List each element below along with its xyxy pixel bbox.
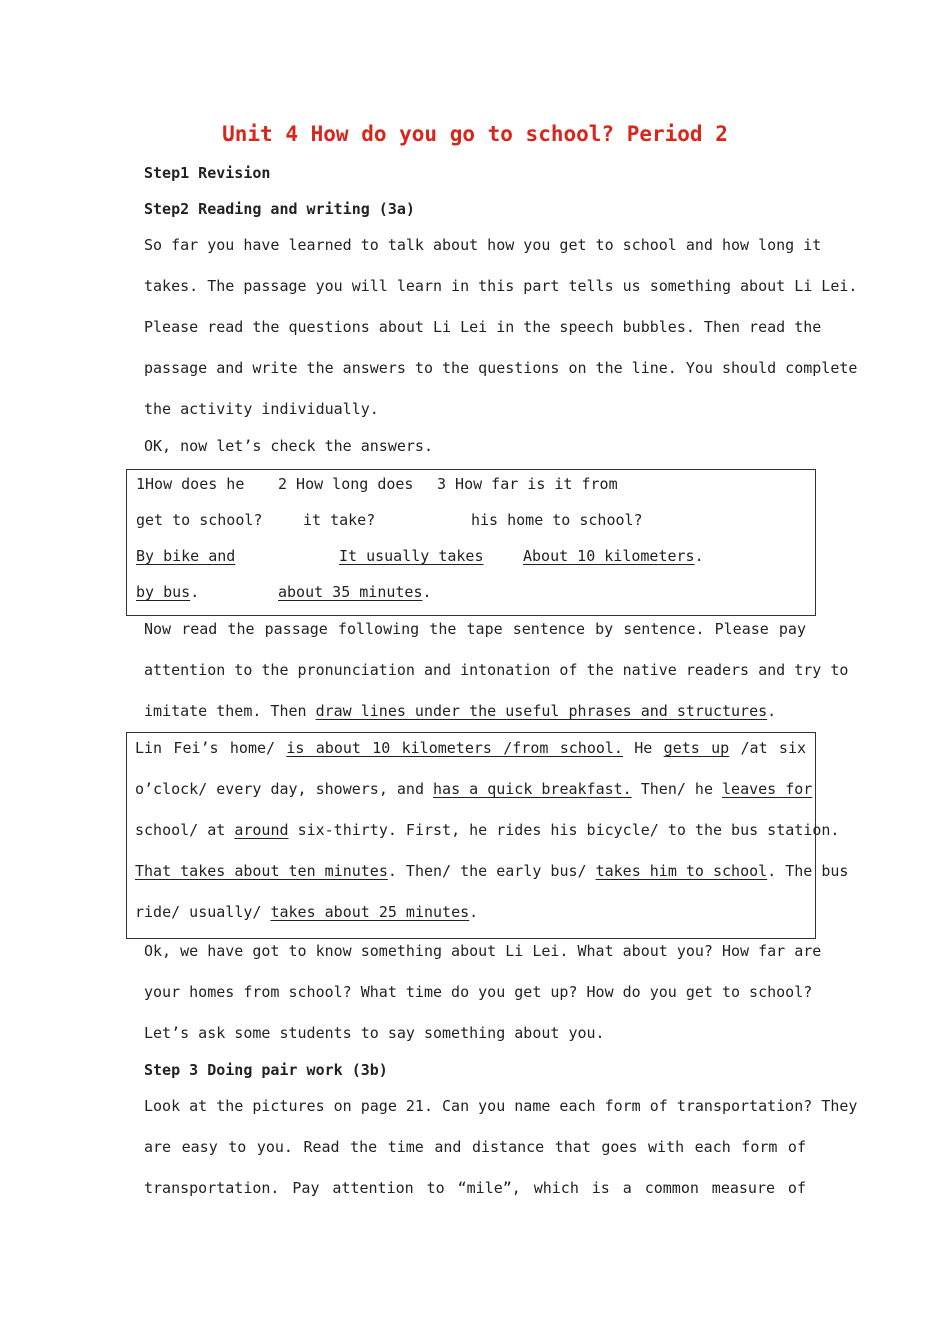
intro-line: the activity individually.: [144, 400, 379, 418]
answer-1-line-2: [136, 583, 199, 601]
answer-2-line-1: It usually takes: [339, 547, 484, 565]
step2-heading: Step2 Reading and writing (3a): [144, 200, 415, 218]
passage-text: [135, 728, 849, 933]
pictures-line: transportation. Pay attention to “mile”, which is a common measure of: [144, 1179, 806, 1197]
answer-3-text: About 10 kilometers: [523, 547, 695, 565]
passage-line: [135, 728, 806, 769]
passage-text: . The bus: [767, 862, 849, 880]
passage-text: . Then/ the early bus/: [387, 862, 587, 880]
passage-phrase: around: [234, 821, 289, 839]
intro-line: passage and write the answers to the questions on the line. You should complete: [144, 359, 858, 377]
intro-line: So far you have learned to talk about how you get to school and how long it: [144, 236, 822, 254]
about-you-paragraph: [144, 931, 822, 1054]
about-you-line: Ok, we have got to know something about Li Lei. What about you? How far are: [144, 942, 822, 960]
passage-line: [135, 892, 806, 933]
answer-2-text: about 35 minutes: [278, 583, 423, 601]
period: .: [694, 547, 704, 565]
answers-box: [126, 469, 816, 616]
follow-line: attention to the pronunciation and intonation of the native readers and try to: [144, 661, 849, 679]
question-1-line-1: 1How does he: [136, 475, 245, 493]
intro-line: takes. The passage you will learn in this part tells us something about Li Lei.: [144, 277, 858, 295]
about-you-line: Let’s ask some students to say something about you.: [144, 1024, 605, 1042]
pictures-paragraph: [144, 1086, 858, 1209]
passage-phrase: gets up: [663, 739, 730, 757]
answer-3: [523, 547, 704, 565]
question-1-line-2: get to school?: [136, 511, 263, 529]
passage-text: Then/ he: [640, 780, 713, 798]
follow-underlined: draw lines under the useful phrases and structures: [315, 702, 768, 720]
question-3-line-2: his home to school?: [471, 511, 643, 529]
period: .: [422, 583, 432, 601]
follow-text: imitate them. Then: [144, 702, 316, 720]
pictures-line: Look at the pictures on page 21. Can you name each form of transportation? They: [144, 1097, 858, 1115]
passage-text: o’clock/ every day, showers, and: [135, 780, 424, 798]
question-2-line-2: it take?: [303, 511, 376, 529]
follow-line: [144, 691, 806, 732]
intro-line: Please read the questions about Li Lei in the speech bubbles. Then read the: [144, 318, 822, 336]
passage-phrase: takes about 25 minutes: [270, 903, 470, 921]
follow-paragraph: [144, 609, 849, 732]
passage-phrase: leaves for: [722, 780, 813, 798]
passage-line: [135, 810, 840, 851]
period: .: [767, 702, 777, 720]
question-2-line-1: 2 How long does: [278, 475, 414, 493]
period: .: [469, 903, 479, 921]
passage-text: Lin Fei’s home/: [135, 739, 276, 757]
passage-phrase: That takes about ten minutes: [135, 862, 388, 880]
answer-2-line-2: [278, 583, 432, 601]
passage-text: He: [634, 739, 653, 757]
pictures-line: are easy to you. Read the time and distance that goes with each form of: [144, 1138, 806, 1156]
passage-phrase: takes him to school: [595, 862, 768, 880]
answer-1-text: by bus: [136, 583, 191, 601]
intro-paragraph: [144, 225, 858, 430]
passage-text: ride/ usually/: [135, 903, 262, 921]
passage-phrase: is about 10 kilometers /from school.: [286, 739, 623, 757]
period: .: [190, 583, 200, 601]
answer-1-line-1: By bike and: [136, 547, 236, 565]
passage-text: /at six: [740, 739, 807, 757]
passage-line: [135, 851, 849, 892]
passage-text: school/ at: [135, 821, 226, 839]
about-you-line: your homes from school? What time do you get up? How do you get to school?: [144, 983, 813, 1001]
question-3-line-1: 3 How far is it from: [437, 475, 618, 493]
page-title: Unit 4 How do you go to school? Period 2: [222, 122, 728, 146]
passage-line: [135, 769, 813, 810]
passage-text: six-thirty. First, he rides his bicycle/ to the bus station.: [297, 821, 840, 839]
check-answers-text: OK, now let’s check the answers.: [144, 437, 433, 455]
passage-phrase: has a quick breakfast.: [433, 780, 632, 798]
step1-heading: Step1 Revision: [144, 164, 271, 182]
follow-line: Now read the passage following the tape sentence by sentence. Please pay: [144, 620, 806, 638]
step3-heading: Step 3 Doing pair work (3b): [144, 1061, 388, 1079]
